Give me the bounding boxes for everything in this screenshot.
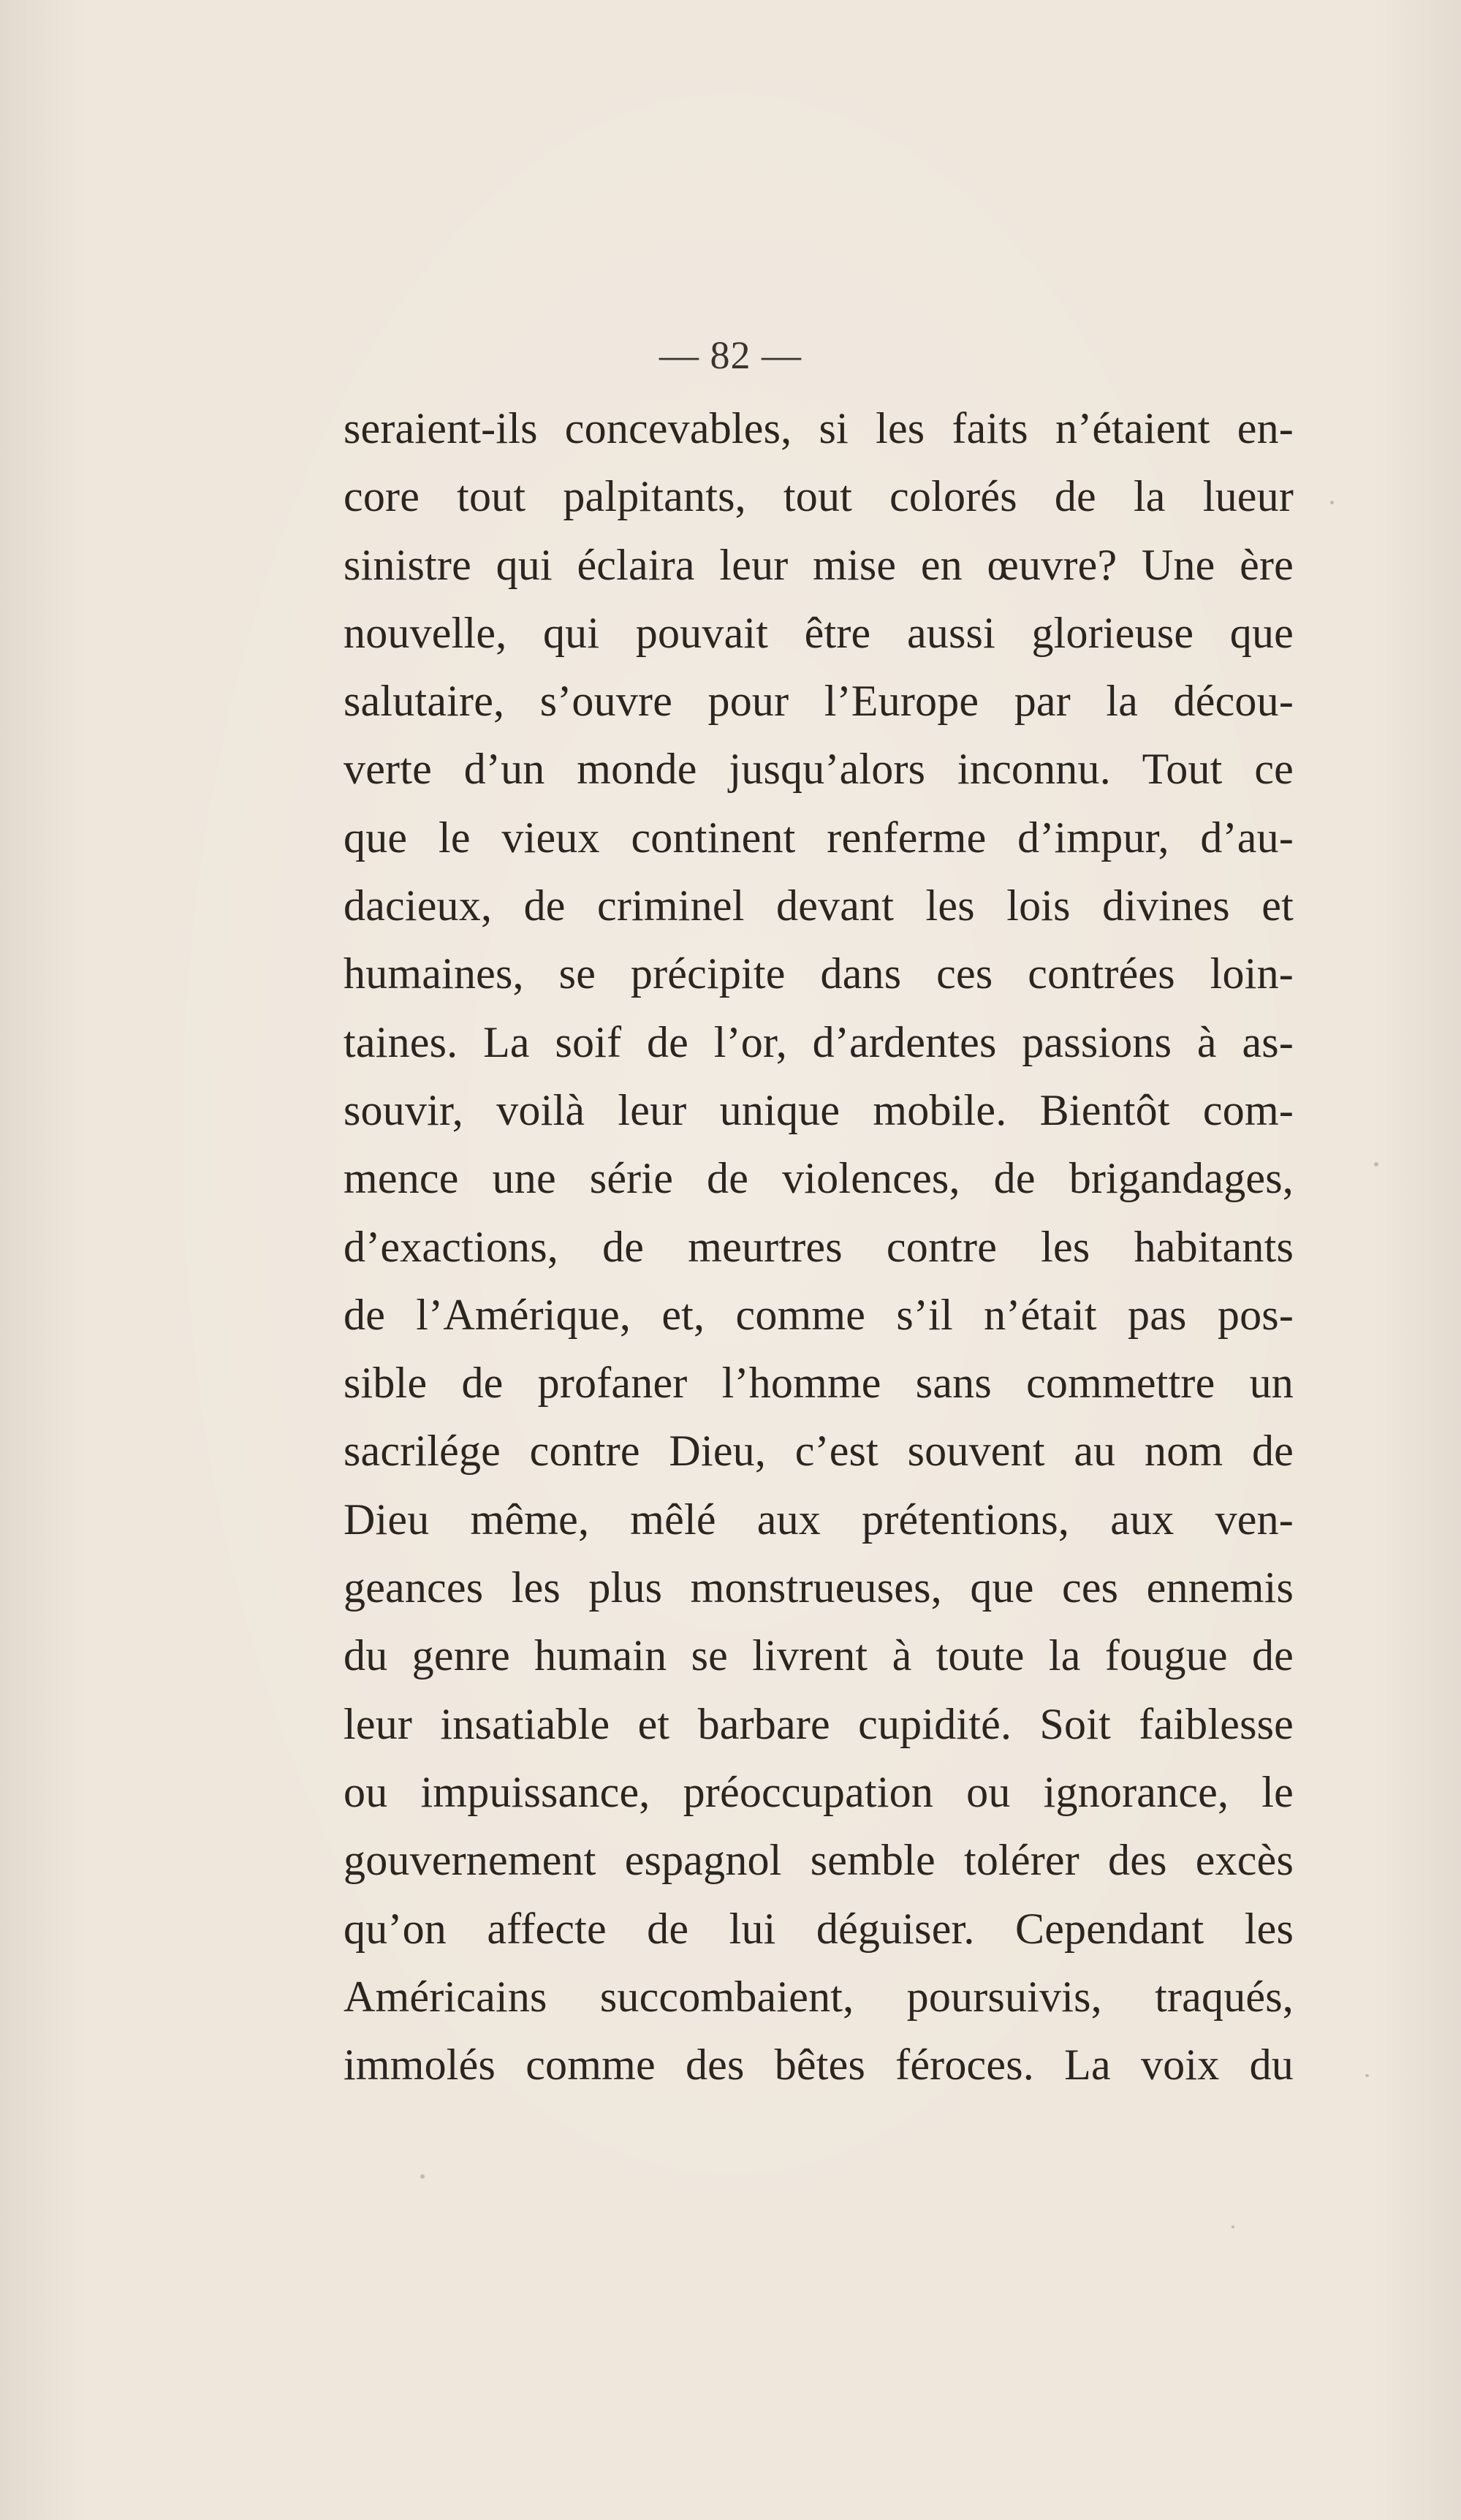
text-line: humaines, se précipite dans ces contrées loin- [344,949,1294,998]
text-line: verte d’un monde jusqu’alors inconnu. Tout ce [344,745,1294,794]
paper-speck [420,2174,425,2179]
text-line: Dieu même, mêlé aux prétentions, aux ven- [344,1495,1294,1544]
text-line: sinistre qui éclaira leur mise en œuvre? Une ère [344,540,1294,589]
paper-speck [1365,2074,1369,2077]
page-number: — 82 — [659,333,802,377]
paper-speck [1232,2225,1234,2228]
text-line: seraient-ils concevables, si les faits n’étaient en- [344,404,1294,452]
text-line: gouvernement espagnol semble tolérer des excès [344,1836,1294,1885]
text-line: core tout palpitants, tout colorés de la lueur [344,472,1294,521]
text-line: sible de profaner l’homme sans commettre un [344,1359,1294,1408]
text-line: nouvelle, qui pouvait être aussi glorieuse que [344,608,1294,657]
text-line: leur insatiable et barbare cupidité. Soit faiblesse [344,1699,1294,1748]
paper-speck [1374,1162,1378,1166]
text-line: de l’Amérique, et, comme s’il n’était pas pos- [344,1290,1294,1339]
text-line: du genre humain se livrent à toute la fougue de [344,1631,1294,1680]
body-text [344,395,1294,2099]
text-line: mence une série de violences, de brigandages, [344,1154,1294,1203]
text-line: immolés comme des bêtes féroces. La voix du [344,2041,1294,2090]
text-line: geances les plus monstrueuses, que ces ennemis [344,1563,1294,1612]
paper-speck [1330,501,1334,504]
text-line: taines. La soif de l’or, d’ardentes passions à as- [344,1017,1294,1066]
text-line: qu’on affecte de lui déguiser. Cependant les [344,1904,1294,1953]
text-line: salutaire, s’ouvre pour l’Europe par la décou- [344,677,1294,726]
text-line: souvir, voilà leur unique mobile. Bientôt com- [344,1085,1294,1134]
text-line: sacrilége contre Dieu, c’est souvent au nom de [344,1427,1294,1476]
text-line: Américains succombaient, poursuivis, traqués, [344,1972,1294,2021]
text-line: dacieux, de criminel devant les lois divines et [344,881,1294,930]
text-line: d’exactions, de meurtres contre les habitants [344,1222,1294,1271]
text-line: ou impuissance, préoccupation ou ignorance, le [344,1767,1294,1816]
text-line: que le vieux continent renferme d’impur, d’au- [344,813,1294,862]
